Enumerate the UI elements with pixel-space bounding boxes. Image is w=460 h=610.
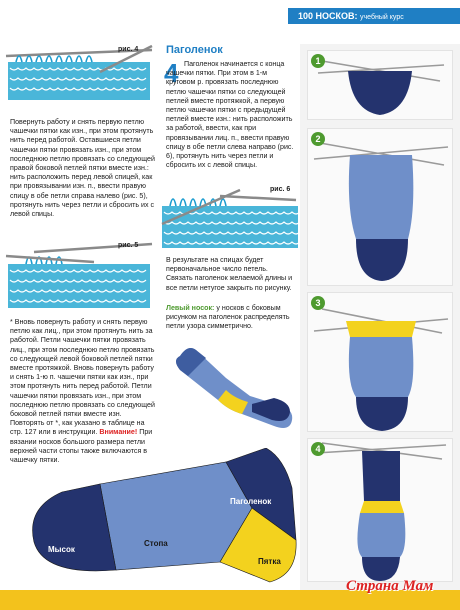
sock-body bbox=[176, 348, 292, 428]
step-photo-4 bbox=[307, 438, 453, 582]
sock-toe-navy bbox=[356, 239, 408, 281]
step-1-illustration bbox=[308, 51, 453, 120]
yarn-loops bbox=[16, 56, 92, 62]
step-badge-2: 2 bbox=[311, 132, 325, 146]
sock-toe-navy bbox=[356, 397, 408, 431]
section-headline: Паголенок bbox=[166, 44, 223, 56]
header-title: 100 НОСКОВ: bbox=[298, 11, 358, 21]
step-3-illustration bbox=[308, 293, 453, 432]
figure-5-illustration bbox=[4, 240, 154, 310]
step-badge-1: 1 bbox=[311, 54, 325, 68]
sock-leg-navy bbox=[362, 451, 400, 501]
left-text-block-2b: При вязании носков большого размера петли верхней части стопы также включаются в чашечку пятки. bbox=[10, 428, 153, 465]
step-4-illustration bbox=[308, 439, 453, 582]
sock-body-blue bbox=[349, 337, 413, 397]
left-text-block-2 bbox=[10, 318, 156, 465]
sock-foot-blue bbox=[357, 513, 405, 557]
step-badge-3: 3 bbox=[311, 296, 325, 310]
left-sock-text: у носков с боковым рисунком на паголенок распределять петли узора симметрично. bbox=[166, 304, 290, 331]
figure-4-caption: рис. 4 bbox=[118, 46, 139, 53]
diagram-label-toe: Мысок bbox=[48, 545, 75, 554]
watermark-logo: Страна Мам bbox=[346, 578, 434, 594]
step-2-illustration bbox=[308, 129, 453, 286]
knit-fabric-fig6 bbox=[162, 206, 298, 248]
figure-6-caption: рис. 6 bbox=[270, 186, 291, 193]
heel-yellow bbox=[360, 501, 404, 513]
step-number: 4 bbox=[164, 58, 179, 88]
sock-toe-navy bbox=[348, 71, 412, 115]
attention-label: Внимание! bbox=[99, 428, 138, 437]
sock-diagram bbox=[26, 448, 300, 586]
step-photo-3 bbox=[307, 292, 453, 432]
step-badge-4: 4 bbox=[311, 442, 325, 456]
knit-fabric-fig5 bbox=[8, 264, 150, 308]
header-subtitle: учебный курс bbox=[360, 14, 404, 21]
middle-intro-text: Паголенок начинается с конца чашечки пятки. При этом в 1-м круговом р. провязать последнюю петлю чашечки пятки со следующей петлей вместе протяжкой, а первую петлю чашечки пятки с предыдущей петлей вместе изн.: нить расположить за работой, ввести, как при провязывании лиц. п., ввести правую спицу в обе петли слева направо (рис. 6), протянуть нить через петли и сбросить их с левой спицы. bbox=[166, 60, 294, 170]
step-photo-1 bbox=[307, 50, 453, 120]
page-header bbox=[288, 8, 460, 24]
left-text-block-1: Повернуть работу и снять первую петлю чашечки пятки как изн., при этом протянуть нить перед работой. Оставшиеся петли чашечки пятки провязать изн., при этом последнюю петлю провязать со следующей правой боковой петлей пятки вместе изн.: нить расположить перед левой спицей, как при провязывании изн. п., ввести правую спицу в обе петли справа налево (рис. 5), протянуть нить через петли и сбросить их с левой спицы. bbox=[10, 118, 155, 219]
heel-yellow bbox=[346, 321, 416, 337]
middle-result-text: В результате на спицах будет первоначальное число петель. Связать паголенок желаемой длины и все петли нетугое закрыть по рисунку. bbox=[166, 256, 293, 292]
sock-photo bbox=[166, 344, 298, 448]
diagram-label-heel: Пятка bbox=[258, 557, 281, 566]
left-sock-label: Левый носок: bbox=[166, 304, 215, 312]
knit-fabric-fig4 bbox=[8, 62, 150, 100]
sock-body-blue bbox=[349, 155, 413, 239]
knitting-needle-right bbox=[220, 196, 296, 200]
figure-6-illustration bbox=[160, 184, 298, 250]
left-sock-note bbox=[166, 304, 294, 332]
left-text-block-2a: * Вновь повернуть работу и снять первую петлю как лиц., при этом протянуть нить за работой. Петли чашечки пятки провязать лиц., при этом последнюю петлю провязать со следующей левой боковой петлей пятки вместе протяжкой. Вновь повернуть работу и снять 1-ю п. чашечки пятки как изн., при этом протянуть нить перед работой. Петли чашечки пятки провязать изн., при этом последнюю петлю провязать со следующей боковой петлей пятки вместе изн. Повторять от *, как указано в таблице на стр. 127 или в инструкции. bbox=[10, 318, 155, 437]
step-photo-2 bbox=[307, 128, 453, 286]
diagram-label-foot: Стопа bbox=[144, 539, 168, 548]
figure-5-caption: рис. 5 bbox=[118, 242, 139, 249]
diagram-label-leg: Паголенок bbox=[230, 497, 272, 506]
